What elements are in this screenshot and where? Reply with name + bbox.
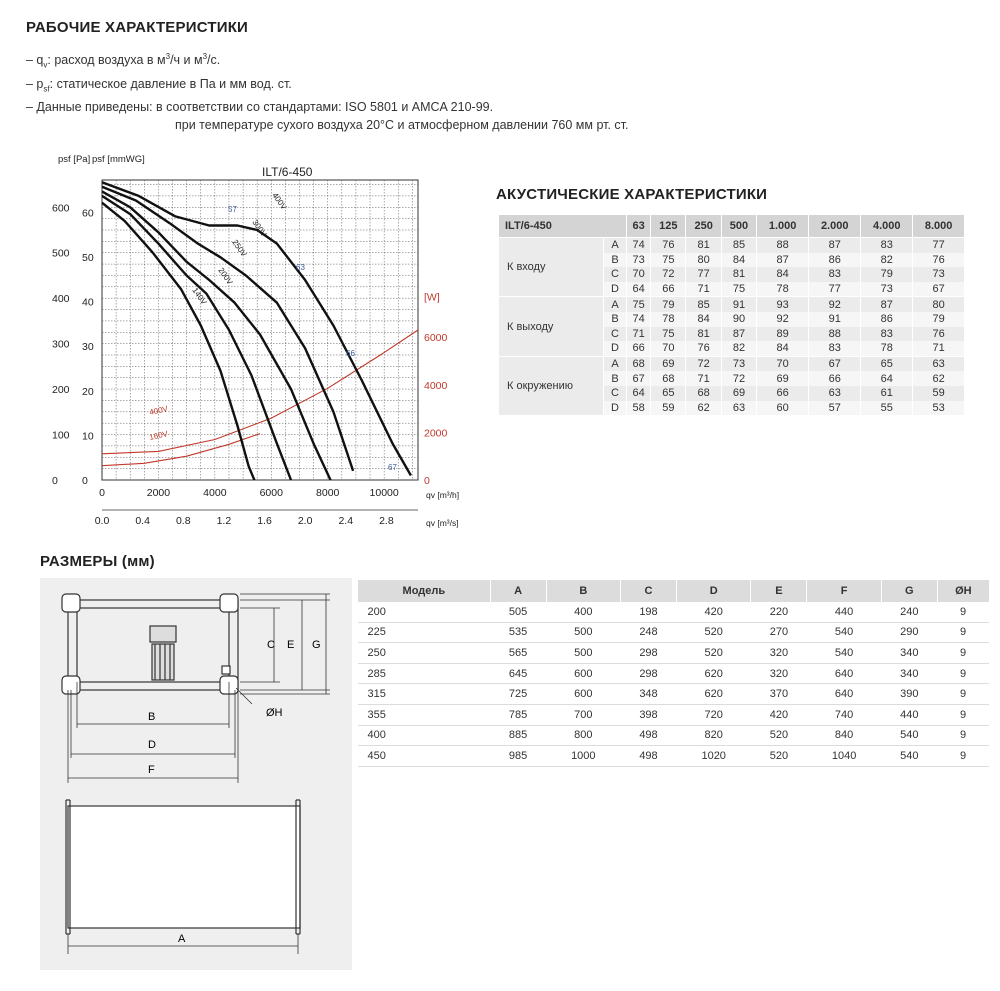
dims-cell: 340	[881, 643, 937, 664]
acoustic-value: 79	[913, 312, 964, 327]
y-tick-pa: 600	[52, 202, 70, 215]
dims-cell: 320	[751, 643, 807, 664]
acoustic-value: 64	[627, 282, 651, 297]
dim-label-c: C	[267, 639, 275, 651]
dims-cell: 200	[358, 602, 491, 622]
x-tick-m3s: 0.8	[175, 515, 191, 527]
acoustic-value: 81	[721, 267, 756, 282]
acoustic-value: 73	[721, 356, 756, 371]
y-tick-w: 0	[424, 475, 430, 487]
perf-title: РАБОЧИЕ ХАРАКТЕРИСТИКИ	[26, 19, 249, 36]
ylabel-pa: psf [Pa]	[58, 154, 91, 165]
acoustic-value: 83	[861, 238, 913, 253]
x-tick-m3h: 2000	[146, 487, 171, 499]
y-tick-w: 4000	[424, 379, 448, 392]
dims-cell: 520	[676, 622, 751, 643]
acoustic-freq: 250	[686, 215, 721, 238]
acoustic-value: 69	[721, 386, 756, 401]
acoustic-value: 81	[686, 238, 721, 253]
acoustic-value: 66	[757, 386, 809, 401]
acoustic-position: C	[604, 267, 627, 282]
acoustic-value: 57	[809, 401, 861, 416]
acoustic-value: 84	[757, 341, 809, 356]
dims-cell: 348	[621, 684, 677, 705]
acoustic-freq: 1.000	[757, 215, 809, 238]
dims-cell: 520	[751, 725, 807, 746]
acoustic-freq: 125	[651, 215, 686, 238]
acoustic-value: 68	[627, 356, 651, 371]
y-tick-mmwg: 50	[82, 252, 94, 265]
x-tick-m3h: 0	[99, 487, 105, 499]
dims-cell: 9	[937, 725, 989, 746]
x-tick-m3s: 2.8	[379, 515, 394, 527]
dims-header: B	[546, 580, 621, 602]
acoustic-value: 82	[721, 341, 756, 356]
acoustic-freq: 500	[721, 215, 756, 238]
acoustic-value: 73	[913, 267, 964, 282]
dims-cell: 285	[358, 663, 491, 684]
dims-table	[357, 580, 989, 767]
acoustic-value: 62	[913, 371, 964, 386]
note-flow: – $q_v$: расход воздуха в $м^3/ч$ и $м^3/с$.	[26, 52, 221, 70]
curve-label: 400V	[148, 404, 169, 417]
dims-cell: 540	[807, 643, 882, 664]
y-tick-mmwg: 30	[82, 341, 94, 354]
dims-cell: 400	[358, 725, 491, 746]
dim-label-f: F	[148, 764, 155, 776]
acoustic-value: 87	[721, 327, 756, 342]
y-tick-pa: 200	[52, 384, 70, 397]
dims-cell: 600	[546, 684, 621, 705]
efficiency-label: 57	[228, 205, 237, 214]
ylabel-mmwg: psf [mmWG]	[92, 154, 145, 165]
dims-cell: 645	[490, 663, 546, 684]
acoustic-group-label: К выходу	[499, 297, 604, 356]
y-tick-w: 6000	[424, 332, 448, 345]
acoustic-value: 63	[913, 356, 964, 371]
dims-cell: 420	[751, 704, 807, 725]
dims-cell: 565	[490, 643, 546, 664]
acoustic-value: 72	[651, 267, 686, 282]
dims-cell: 700	[546, 704, 621, 725]
acoustic-value: 89	[757, 327, 809, 342]
side-view	[66, 800, 300, 934]
dims-cell: 240	[881, 602, 937, 622]
acoustic-position: A	[604, 356, 627, 371]
acoustic-value: 84	[757, 267, 809, 282]
acoustic-value: 73	[861, 282, 913, 297]
xlabel-m3s: qv [m³/s]	[426, 518, 459, 528]
dim-label-b: B	[148, 711, 156, 723]
acoustic-position: D	[604, 401, 627, 416]
acoustic-value: 82	[861, 253, 913, 268]
acoustic-value: 77	[913, 238, 964, 253]
acoustic-value: 60	[757, 401, 809, 416]
acoustic-value: 73	[627, 253, 651, 268]
dims-cell: 498	[621, 746, 677, 767]
dims-cell: 248	[621, 622, 677, 643]
acoustic-value: 72	[721, 371, 756, 386]
y-tick-pa: 100	[52, 429, 70, 442]
dim-label-g: G	[312, 639, 321, 651]
curve-label: 160V	[148, 429, 169, 442]
acoustic-freq: 63	[627, 215, 651, 238]
power-axis-label: [W]	[424, 291, 440, 304]
acoustic-value: 70	[651, 341, 686, 356]
dims-row	[358, 704, 990, 725]
dims-title: РАЗМЕРЫ (мм)	[40, 553, 155, 570]
acoustic-value: 53	[913, 401, 964, 416]
dims-cell: 620	[676, 684, 751, 705]
acoustic-value: 80	[913, 297, 964, 312]
acoustic-value: 88	[757, 238, 809, 253]
dims-header: Модель	[358, 580, 491, 602]
acoustic-value: 78	[757, 282, 809, 297]
acoustic-value: 66	[651, 282, 686, 297]
dims-cell: 220	[751, 602, 807, 622]
dim-label-h: ØH	[266, 707, 283, 719]
y-tick-pa: 500	[52, 247, 70, 260]
dims-header: E	[751, 580, 807, 602]
acoustic-table-wrap	[498, 215, 964, 415]
acoustic-group-label: К окружению	[499, 356, 604, 415]
perf-notes	[26, 48, 629, 134]
acoustic-value: 87	[809, 238, 861, 253]
dims-cell: 740	[807, 704, 882, 725]
y-tick-mmwg: 10	[82, 430, 94, 443]
dims-row	[358, 663, 990, 684]
curve-label: 250V	[230, 237, 249, 259]
x-tick-m3s: 1.6	[257, 515, 272, 527]
dims-cell: 390	[881, 684, 937, 705]
acoustic-value: 64	[861, 371, 913, 386]
dims-header: C	[621, 580, 677, 602]
dims-cell: 370	[751, 684, 807, 705]
dims-row	[358, 684, 990, 705]
acoustic-value: 80	[686, 253, 721, 268]
acoustic-value: 67	[913, 282, 964, 297]
acoustic-value: 81	[686, 327, 721, 342]
acoustic-value: 83	[861, 327, 913, 342]
dims-row	[358, 746, 990, 767]
dims-cell: 340	[881, 663, 937, 684]
dims-cell: 520	[676, 643, 751, 664]
dims-cell: 398	[621, 704, 677, 725]
acoustic-row	[499, 238, 965, 253]
dims-header: A	[490, 580, 546, 602]
acoustic-value: 76	[686, 341, 721, 356]
acoustic-value: 85	[686, 297, 721, 312]
dims-cell: 720	[676, 704, 751, 725]
x-tick-m3s: 2.4	[338, 515, 354, 527]
acoustic-value: 84	[686, 312, 721, 327]
dims-cell: 498	[621, 725, 677, 746]
y-tick-mmwg: 40	[82, 296, 94, 309]
acoustic-position: C	[604, 327, 627, 342]
acoustic-value: 91	[809, 312, 861, 327]
y-tick-mmwg: 20	[82, 385, 94, 398]
dims-table-wrap	[357, 580, 989, 767]
acoustic-value: 55	[861, 401, 913, 416]
acoustic-value: 70	[627, 267, 651, 282]
acoustic-value: 66	[809, 371, 861, 386]
dims-cell: 640	[807, 663, 882, 684]
x-tick-m3s: 1.2	[216, 515, 232, 527]
acoustic-value: 68	[686, 386, 721, 401]
dims-header: G	[881, 580, 937, 602]
x-tick-m3h: 10000	[369, 487, 399, 499]
acoustic-value: 77	[809, 282, 861, 297]
acoustic-value: 76	[651, 238, 686, 253]
acoustic-freq: 4.000	[861, 215, 913, 238]
acoustic-position: D	[604, 341, 627, 356]
dims-cell: 1000	[546, 746, 621, 767]
dims-cell: 250	[358, 643, 491, 664]
acoustic-value: 71	[686, 371, 721, 386]
acoustic-value: 65	[861, 356, 913, 371]
dims-cell: 540	[881, 746, 937, 767]
efficiency-label: 67	[388, 463, 397, 472]
acoustic-group-label: К входу	[499, 238, 604, 297]
acoustic-value: 75	[627, 297, 651, 312]
acoustic-value: 63	[809, 386, 861, 401]
acoustic-value: 90	[721, 312, 756, 327]
acoustic-value: 71	[627, 327, 651, 342]
y-tick-mmwg: 0	[82, 475, 88, 487]
acoustic-position: A	[604, 238, 627, 253]
efficiency-label: 66	[346, 349, 355, 358]
dims-cell: 450	[358, 746, 491, 767]
dims-row	[358, 643, 990, 664]
acoustic-position: D	[604, 282, 627, 297]
dims-cell: 9	[937, 663, 989, 684]
dims-cell: 540	[807, 622, 882, 643]
dims-cell: 198	[621, 602, 677, 622]
efficiency-label: 63	[296, 263, 305, 272]
acoustic-position: A	[604, 297, 627, 312]
curve-label: 400V	[270, 190, 289, 212]
dims-cell: 540	[881, 725, 937, 746]
note-pressure: – $p_{sf}$: статическое давление в Па и мм вод. ст.	[26, 76, 292, 94]
note-conditions: при температуре сухого воздуха 20°C и атмосферном давлении 760 мм рт. ст.	[175, 118, 629, 133]
dims-header: F	[807, 580, 882, 602]
acoustic-value: 71	[686, 282, 721, 297]
dims-header: ØH	[937, 580, 989, 602]
dims-cell: 9	[937, 643, 989, 664]
acoustic-value: 72	[686, 356, 721, 371]
acoustic-position: B	[604, 253, 627, 268]
acoustic-value: 68	[651, 371, 686, 386]
acoustic-position: B	[604, 371, 627, 386]
acoustic-model: ILT/6-450	[499, 215, 627, 238]
acoustic-value: 66	[627, 341, 651, 356]
acoustic-value: 87	[757, 253, 809, 268]
dim-label-d: D	[148, 739, 156, 751]
acoustic-value: 86	[861, 312, 913, 327]
dims-cell: 9	[937, 746, 989, 767]
dims-cell: 298	[621, 663, 677, 684]
acoustic-title: АКУСТИЧЕСКИЕ ХАРАКТЕРИСТИКИ	[496, 186, 768, 203]
acoustic-value: 76	[913, 327, 964, 342]
dims-cell: 440	[807, 602, 882, 622]
acoustic-value: 92	[809, 297, 861, 312]
acoustic-value: 70	[757, 356, 809, 371]
acoustic-value: 76	[913, 253, 964, 268]
power-curve-160V	[102, 434, 260, 466]
x-tick-m3h: 4000	[203, 487, 227, 499]
dims-cell: 9	[937, 602, 989, 622]
acoustic-value: 86	[809, 253, 861, 268]
dims-cell: 600	[546, 663, 621, 684]
acoustic-row	[499, 297, 965, 312]
dims-cell: 1040	[807, 746, 882, 767]
curve-label: 300V	[250, 217, 269, 239]
acoustic-value: 67	[809, 356, 861, 371]
dims-cell: 400	[546, 602, 621, 622]
dims-cell: 885	[490, 725, 546, 746]
dims-row	[358, 602, 990, 622]
y-tick-pa: 300	[52, 338, 70, 351]
dims-cell: 725	[490, 684, 546, 705]
acoustic-position: B	[604, 312, 627, 327]
acoustic-value: 79	[861, 267, 913, 282]
acoustic-value: 61	[861, 386, 913, 401]
dimension-drawing	[40, 578, 352, 970]
dims-cell: 985	[490, 746, 546, 767]
x-tick-m3s: 0.4	[135, 515, 150, 527]
acoustic-value: 69	[757, 371, 809, 386]
dims-cell: 505	[490, 602, 546, 622]
acoustic-value: 59	[913, 386, 964, 401]
acoustic-value: 83	[809, 341, 861, 356]
acoustic-value: 84	[721, 253, 756, 268]
curve-label: 200V	[216, 265, 235, 287]
acoustic-value: 93	[757, 297, 809, 312]
dims-cell: 9	[937, 622, 989, 643]
dims-row	[358, 622, 990, 643]
dims-cell: 9	[937, 704, 989, 725]
x-tick-m3h: 6000	[259, 487, 283, 499]
acoustic-value: 83	[809, 267, 861, 282]
dims-cell: 820	[676, 725, 751, 746]
dims-cell: 320	[751, 663, 807, 684]
acoustic-value: 75	[651, 327, 686, 342]
acoustic-value: 85	[721, 238, 756, 253]
acoustic-value: 62	[686, 401, 721, 416]
acoustic-value: 78	[651, 312, 686, 327]
acoustic-row	[499, 356, 965, 371]
dims-cell: 840	[807, 725, 882, 746]
acoustic-value: 69	[651, 356, 686, 371]
acoustic-freq: 2.000	[809, 215, 861, 238]
x-tick-m3s: 0.0	[94, 515, 110, 527]
dims-cell: 500	[546, 643, 621, 664]
dims-cell: 290	[881, 622, 937, 643]
dim-label-e: E	[287, 639, 295, 651]
dims-cell: 9	[937, 684, 989, 705]
acoustic-value: 63	[721, 401, 756, 416]
acoustic-value: 67	[627, 371, 651, 386]
acoustic-value: 65	[651, 386, 686, 401]
acoustic-value: 75	[721, 282, 756, 297]
dims-cell: 420	[676, 602, 751, 622]
dims-cell: 1020	[676, 746, 751, 767]
acoustic-value: 87	[861, 297, 913, 312]
chart-title: ILT/6-450	[262, 165, 313, 179]
acoustic-value: 59	[651, 401, 686, 416]
dims-cell: 620	[676, 663, 751, 684]
dims-row	[358, 725, 990, 746]
acoustic-value: 78	[861, 341, 913, 356]
y-tick-mmwg: 60	[82, 207, 94, 220]
dims-header: D	[676, 580, 751, 602]
acoustic-value: 91	[721, 297, 756, 312]
dims-cell: 225	[358, 622, 491, 643]
dims-cell: 270	[751, 622, 807, 643]
dims-cell: 315	[358, 684, 491, 705]
acoustic-table	[498, 215, 964, 415]
acoustic-value: 58	[627, 401, 651, 416]
acoustic-freq: 8.000	[913, 215, 964, 238]
y-tick-w: 2000	[424, 427, 448, 440]
acoustic-value: 79	[651, 297, 686, 312]
y-tick-pa: 400	[52, 293, 70, 306]
acoustic-value: 88	[809, 327, 861, 342]
dims-cell: 500	[546, 622, 621, 643]
acoustic-value: 71	[913, 341, 964, 356]
dims-cell: 785	[490, 704, 546, 725]
y-tick-pa: 0	[52, 475, 58, 487]
x-tick-m3s: 2.0	[297, 515, 313, 527]
dims-cell: 800	[546, 725, 621, 746]
acoustic-value: 74	[627, 312, 651, 327]
acoustic-value: 75	[651, 253, 686, 268]
dims-cell: 520	[751, 746, 807, 767]
acoustic-value: 74	[627, 238, 651, 253]
acoustic-value: 64	[627, 386, 651, 401]
dims-cell: 298	[621, 643, 677, 664]
performance-chart	[40, 150, 460, 540]
x-tick-m3h: 8000	[316, 487, 340, 499]
dim-label-a: A	[178, 933, 186, 945]
acoustic-position: C	[604, 386, 627, 401]
dims-cell: 535	[490, 622, 546, 643]
curve-label: 140V	[190, 285, 209, 307]
xlabel-m3h: qv [m³/h]	[426, 490, 460, 500]
acoustic-value: 77	[686, 267, 721, 282]
note-standards: – Данные приведены: в соответствии со стандартами: ISO 5801 и AMCA 210-99.	[26, 100, 494, 115]
acoustic-value: 92	[757, 312, 809, 327]
dims-cell: 355	[358, 704, 491, 725]
dims-cell: 640	[807, 684, 882, 705]
dims-cell: 440	[881, 704, 937, 725]
